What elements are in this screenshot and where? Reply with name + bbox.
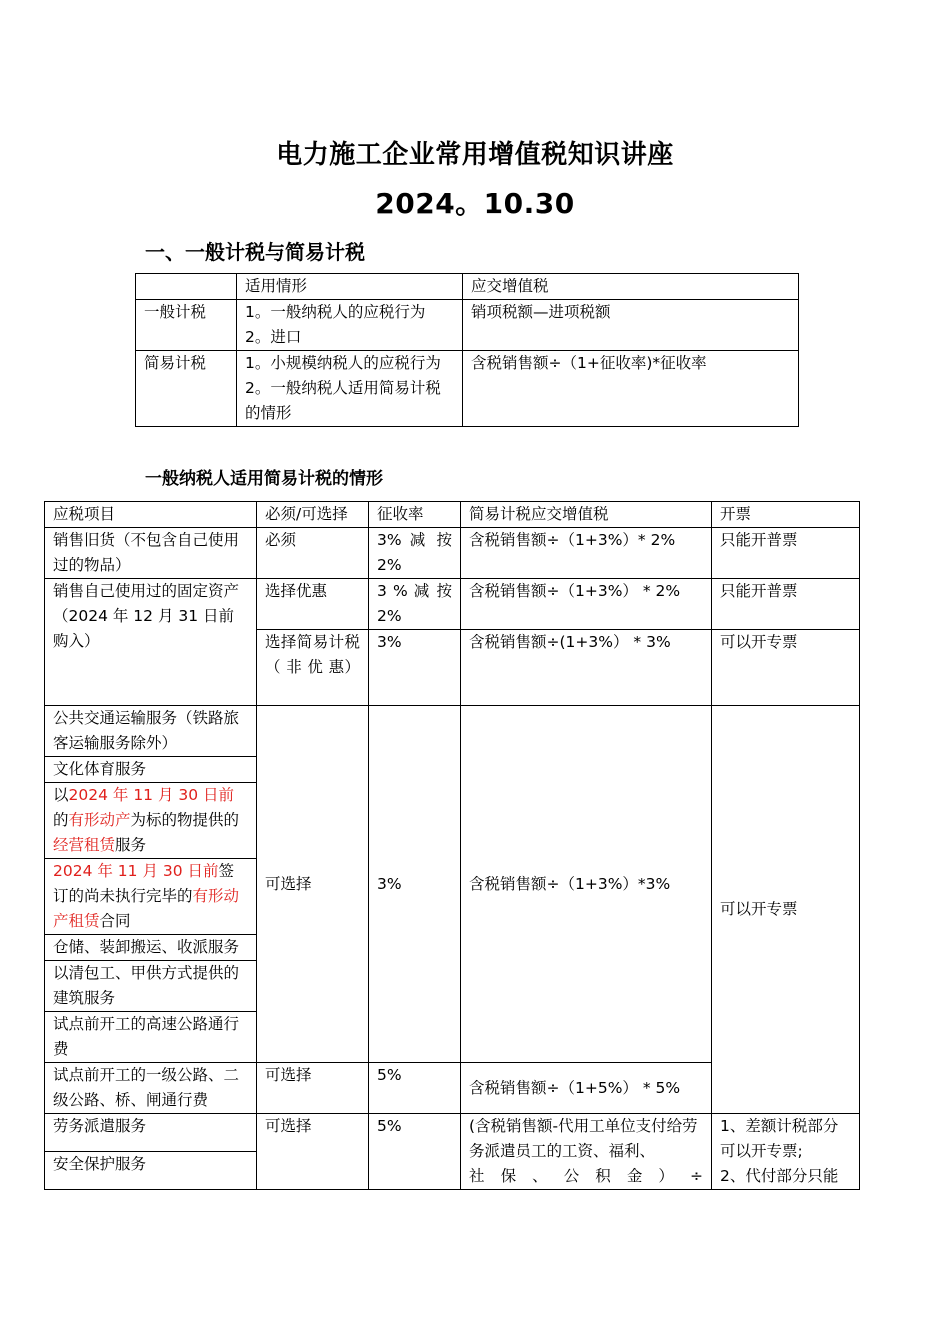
simple-tax-table [44, 501, 860, 1190]
invoice-cell [712, 1114, 860, 1190]
invoice-cell: 可以开专票 [712, 706, 860, 1114]
highlight-text: 经营租赁 [53, 836, 116, 854]
choice-cell: 可选择 [257, 706, 369, 1063]
table-row [45, 1114, 860, 1152]
table-header-cell: 必须/可选择 [257, 502, 369, 528]
invoice-cell: 只能开普票 [712, 528, 860, 579]
tax-method-table [135, 273, 799, 427]
table-header-cell: 开票 [712, 502, 860, 528]
rate-cell: 5% [369, 1114, 461, 1190]
choice-cell: 选择简易计税 （ 非 优 惠） [257, 630, 369, 706]
choice-cell: 必须 [257, 528, 369, 579]
highlight-text: 2024 年 11 月 30 日前 [53, 862, 219, 880]
choice-cell: 选择优惠 [257, 579, 369, 630]
table-header-row [136, 274, 799, 300]
item-text: 合同 [99, 912, 131, 930]
item-text: 以 [53, 786, 69, 804]
rate-cell: 3 % 减 按 2% [369, 579, 461, 630]
item-cell: 劳务派遣服务 [45, 1114, 257, 1152]
table-header-cell: 简易计税应交增值税 [461, 502, 712, 528]
invoice-line: 2、代付部分只能 [720, 1167, 839, 1185]
item-text: 的 [53, 811, 69, 829]
tax-cell: 含税销售额÷(1+3%） * 3% [461, 630, 712, 706]
item-text: 服务 [115, 836, 147, 854]
table-row [136, 300, 799, 351]
item-cell: 销售旧货（不包含自己使用过的物品） [45, 528, 257, 579]
highlight-text: 有形动产租赁 [53, 887, 240, 930]
table-row [136, 351, 799, 427]
page-date: 2024。10.30 [375, 187, 575, 220]
item-cell: 以清包工、甲供方式提供的建筑服务 [45, 961, 257, 1012]
item-text: 签订的尚未执行完毕的 [53, 862, 235, 905]
method-tax: 含税销售额÷（1+征收率)*征收率 [463, 351, 799, 427]
item-cell: 文化体育服务 [45, 757, 257, 783]
case-line: 2。一般纳税人适用简易计税的情形 [245, 379, 441, 422]
item-cell [45, 783, 257, 859]
section-heading: 一、一般计税与简易计税 [145, 240, 365, 264]
method-name: 简易计税 [136, 351, 237, 427]
tax-cell: 含税销售额÷（1+3%）*3% [461, 706, 712, 1063]
page-title: 电力施工企业常用增值税知识讲座 [276, 140, 674, 170]
rate-cell: 3% 减 按 2% [369, 528, 461, 579]
method-tax: 销项税额—进项税额 [463, 300, 799, 351]
rate-cell: 3% [369, 706, 461, 1063]
tax-line: 社 保 、 公 积 金 ） ÷ [469, 1167, 703, 1185]
tax-cell: 含税销售额÷（1+5%） * 5% [461, 1063, 712, 1114]
table-header-cell: 应税项目 [45, 502, 257, 528]
item-cell: 试点前开工的一级公路、二级公路、桥、闸通行费 [45, 1063, 257, 1114]
invoice-line: 1、差额计税部分可以开专票; [720, 1117, 839, 1160]
item-cell [45, 859, 257, 935]
tax-line: (含税销售额-代用工单位支付给劳务派遣员工的工资、福利、 [469, 1117, 698, 1160]
tax-cell: 含税销售额÷（1+3%）* 2% [461, 528, 712, 579]
table-header-cell: 应交增值税 [463, 274, 799, 300]
choice-cell: 可选择 [257, 1063, 369, 1114]
subsection-heading: 一般纳税人适用简易计税的情形 [145, 469, 383, 489]
item-cell: 安全保护服务 [45, 1152, 257, 1190]
table-header-cell: 适用情形 [237, 274, 463, 300]
highlight-text: 2024 年 11 月 30 日前 [68, 786, 235, 804]
case-line: 2。进口 [245, 328, 302, 346]
invoice-cell: 只能开普票 [712, 579, 860, 630]
table-row [45, 528, 860, 579]
item-cell: 仓储、装卸搬运、收派服务 [45, 935, 257, 961]
item-cell: 销售自己使用过的固定资产（2024 年 12 月 31 日前购入） [45, 579, 257, 706]
table-row [45, 706, 860, 757]
item-cell: 试点前开工的高速公路通行费 [45, 1012, 257, 1063]
item-text: 为标的物提供的 [130, 811, 240, 829]
table-row [45, 579, 860, 630]
tax-cell [461, 1114, 712, 1190]
choice-cell: 可选择 [257, 1114, 369, 1190]
invoice-cell: 可以开专票 [712, 630, 860, 706]
table-header-cell [136, 274, 237, 300]
highlight-text: 有形动产 [68, 811, 131, 829]
rate-cell: 3% [369, 630, 461, 706]
method-case [237, 351, 463, 427]
method-name: 一般计税 [136, 300, 237, 351]
rate-cell: 5% [369, 1063, 461, 1114]
case-line: 1。小规模纳税人的应税行为 [245, 354, 441, 372]
table-header-cell: 征收率 [369, 502, 461, 528]
method-case [237, 300, 463, 351]
table-header-row [45, 502, 860, 528]
item-cell: 公共交通运输服务（铁路旅客运输服务除外） [45, 706, 257, 757]
tax-cell: 含税销售额÷（1+3%） * 2% [461, 579, 712, 630]
case-line: 1。一般纳税人的应税行为 [245, 303, 426, 321]
